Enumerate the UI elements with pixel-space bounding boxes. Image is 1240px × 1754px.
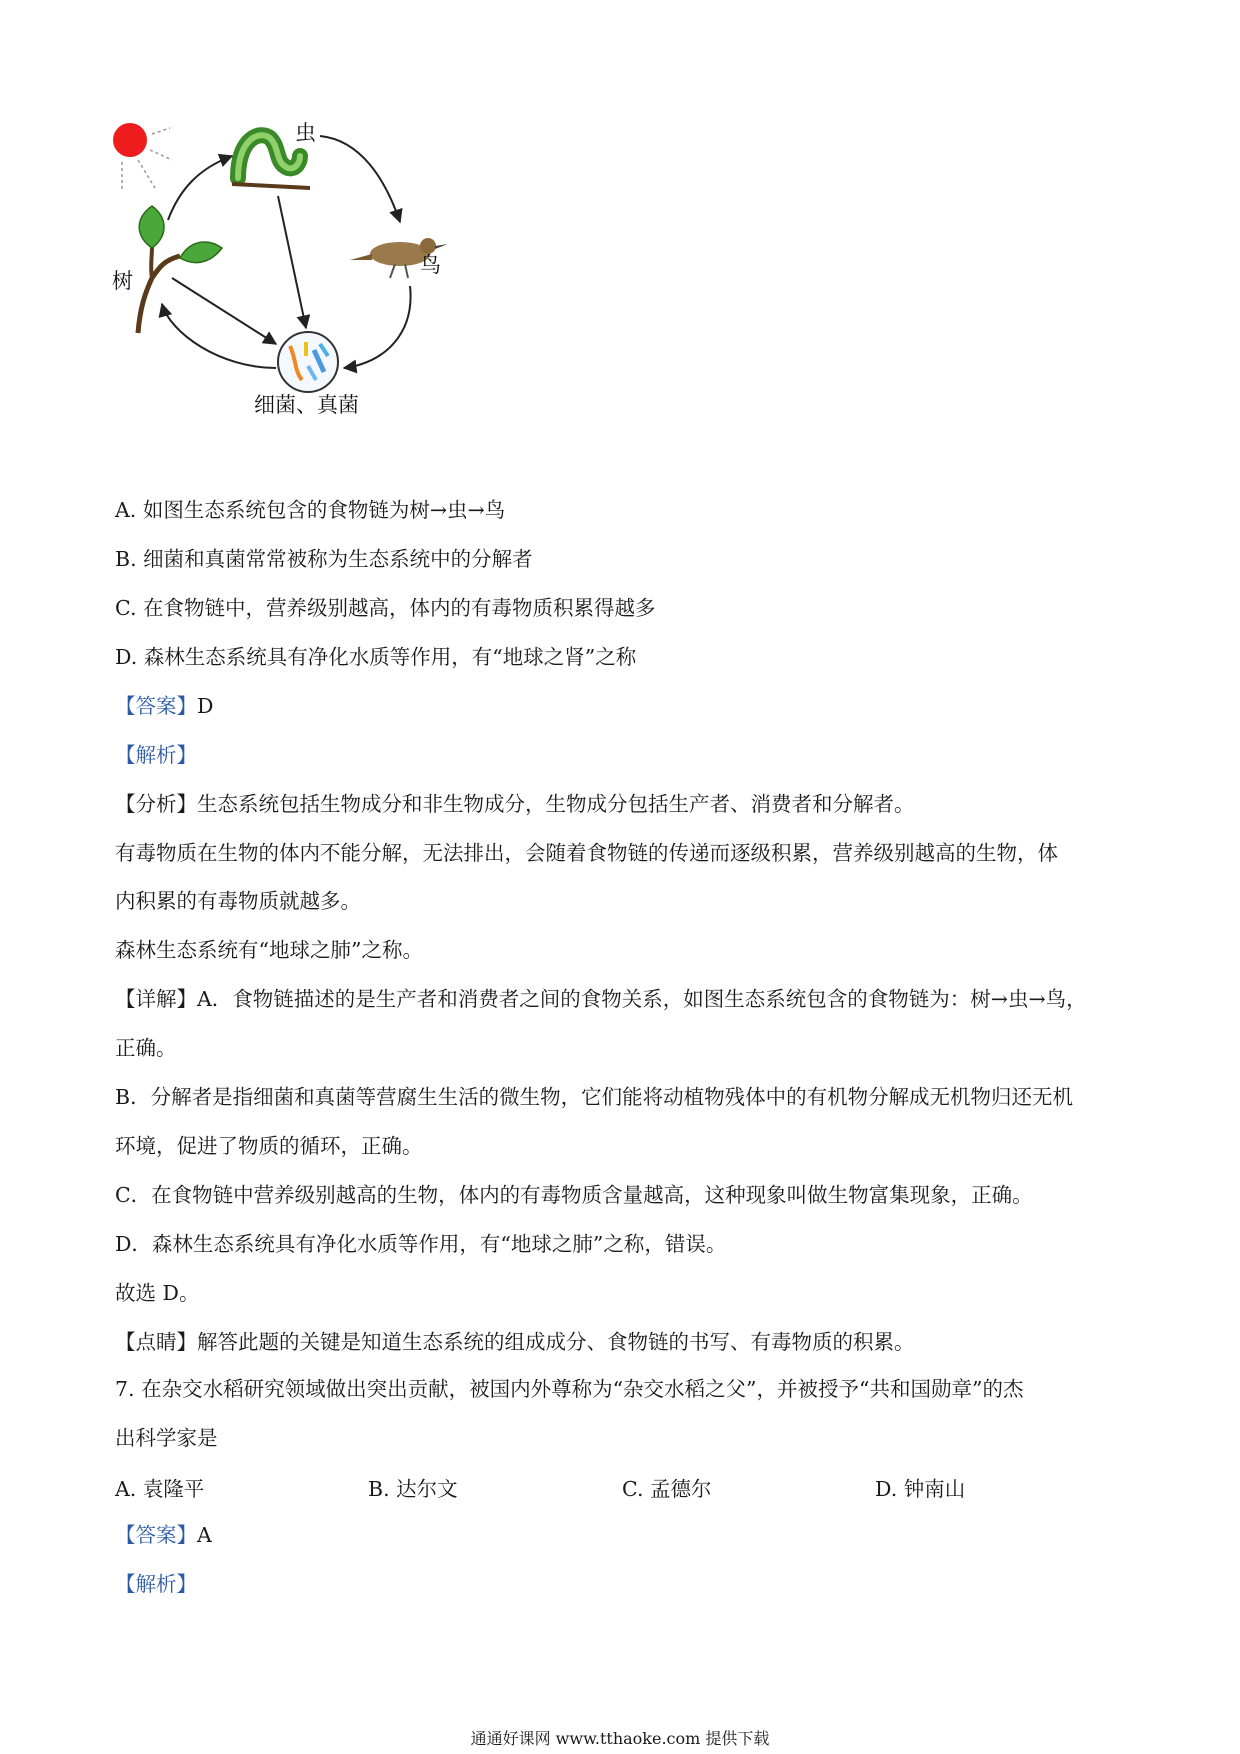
q7-option-b: B. 达尔文 (368, 1477, 458, 1501)
q6-answer (115, 692, 213, 720)
answer-tag: 【答案】 (115, 694, 197, 718)
fenxi-text: 生态系统包括生物成分和非生物成分，生物成分包括生产者、消费者和分解者。 (197, 792, 915, 816)
arrow-tree-to-insect (168, 156, 232, 220)
q6-option-c: C. 在食物链中，营养级别越高，体内的有毒物质积累得越多 (115, 596, 656, 620)
answer-tag: 【答案】 (115, 1523, 197, 1547)
analysis-tag: 【解析】 (115, 743, 197, 767)
detail-tag: 【详解】 (115, 987, 197, 1011)
bacteria-fungi-icon (278, 332, 338, 392)
q7-stem-line1: 7. 在杂交水稻研究领域做出突出贡献，被国内外尊称为“杂交水稻之父”，并被授予“共和国勋章”的杰 (115, 1377, 1024, 1401)
arrow-decomposer-to-tree (162, 304, 276, 368)
q6-point (115, 1328, 915, 1356)
arrow-bird-to-decomposer (344, 286, 411, 368)
answer-value: D (197, 694, 214, 718)
q7-option-a: A. 袁隆平 (115, 1477, 205, 1501)
q6-para1-line1: 有毒物质在生物的体内不能分解，无法排出，会随着食物链的传递而逐级积累，营养级别越高的生物，体 (115, 841, 1058, 865)
q7-option-d: D. 钟南山 (875, 1477, 966, 1501)
label-bird: 鸟 (420, 253, 441, 277)
label-insect: 虫 (295, 121, 316, 145)
q6-detail-c: C．在食物链中营养级别越高的生物，体内的有毒物质含量越高，这种现象叫做生物富集现象，正确。 (115, 1183, 1033, 1207)
answer-value: A (197, 1523, 212, 1547)
label-decomposer: 细菌、真菌 (254, 393, 359, 417)
q6-detail-b-line2: 环境，促进了物质的循环，正确。 (115, 1134, 423, 1158)
q7-stem-line2: 出科学家是 (115, 1426, 218, 1450)
q6-fenxi (115, 790, 915, 818)
q7-analysis-heading (115, 1570, 197, 1598)
sun-icon (113, 123, 172, 190)
q6-option-b: B. 细菌和真菌常常被称为生态系统中的分解者 (115, 547, 533, 571)
q6-detail-a-line2: 正确。 (115, 1036, 177, 1060)
q6-analysis-heading (115, 741, 197, 769)
point-text: 解答此题的关键是知道生态系统的组成成分、食物链的书写、有毒物质的积累。 (197, 1330, 915, 1354)
q7-option-c: C. 孟德尔 (622, 1477, 712, 1501)
tree-icon (138, 206, 222, 333)
label-tree: 树 (112, 269, 133, 293)
detail-a-text: A．食物链描述的是生产者和消费者之间的食物关系，如图生态系统包含的食物链为：树→虫→鸟， (197, 987, 1087, 1011)
q6-detail-a-line1 (115, 985, 1087, 1013)
page-footer: 通通好课网 www.tthaoke.com 提供下载 (470, 1729, 770, 1748)
q6-detail-b-line1: B．分解者是指细菌和真菌等营腐生生活的微生物，它们能将动植物残体中的有机物分解成无机物归还无机 (115, 1085, 1074, 1109)
q6-para2: 森林生态系统有“地球之肺”之称。 (115, 938, 423, 962)
arrow-insect-to-bird (320, 136, 400, 222)
q6-choose: 故选 D。 (115, 1281, 200, 1305)
analysis-tag: 【解析】 (115, 1572, 197, 1596)
q7-answer (115, 1521, 212, 1549)
arrow-insect-to-decomposer (278, 196, 306, 328)
q6-option-a: A. 如图生态系统包含的食物链为树→虫→鸟 (115, 498, 506, 522)
food-chain-diagram (110, 118, 510, 468)
arrow-tree-to-decomposer (172, 278, 276, 344)
point-tag: 【点睛】 (115, 1330, 197, 1354)
q6-option-d: D. 森林生态系统具有净化水质等作用，有“地球之肾”之称 (115, 645, 637, 669)
q6-para1-line2: 内积累的有毒物质就越多。 (115, 889, 361, 913)
fenxi-tag: 【分析】 (115, 792, 197, 816)
q6-detail-d: D．森林生态系统具有净化水质等作用，有“地球之肺”之称，错误。 (115, 1232, 727, 1256)
